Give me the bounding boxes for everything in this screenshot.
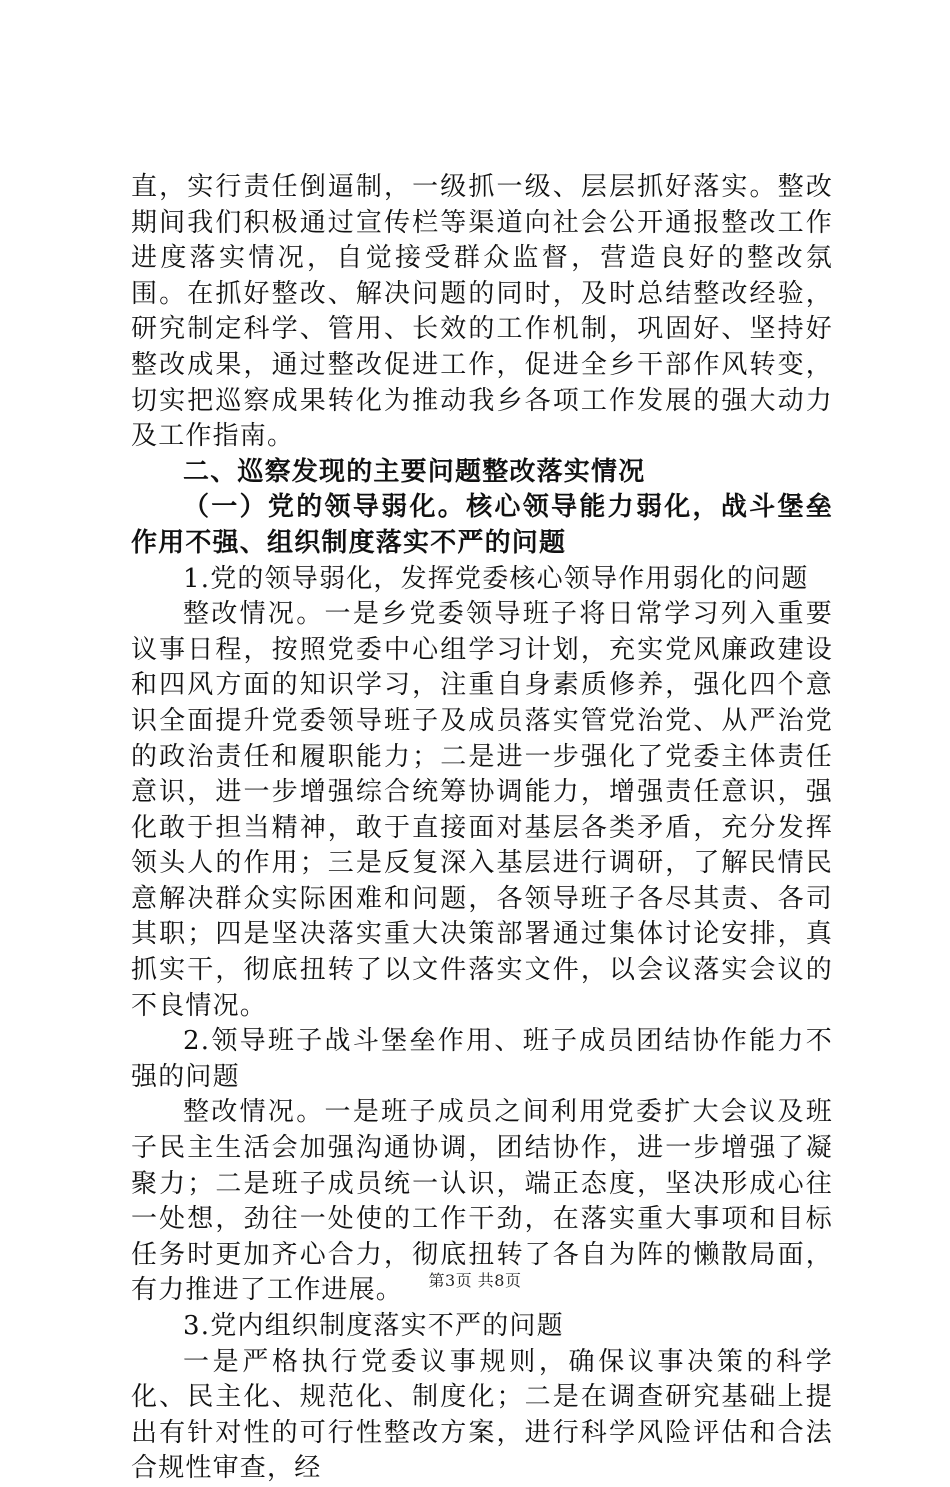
body-paragraph: 一是严格执行党委议事规则，确保议事决策的科学化、民主化、规范化、制度化；二是在调查研究基础上提出有针对性的可行性整改方案，进行科学风险评估和合法合规性审查，经 [131, 1346, 833, 1484]
item-heading: 3.党内组织制度落实不严的问题 [183, 1311, 564, 1341]
item-heading: 1.党的领导弱化，发挥党委核心领导作用弱化的问题 [183, 563, 809, 594]
subsection-heading: （一）党的领导弱化。核心领导能力弱化，战斗堡垒作用不强、组织制度落实不严的问题 [131, 492, 833, 558]
body-paragraph: 直，实行责任倒逼制，一级抓一级、层层抓好落实。整改期间我们积极通过宣传栏等渠道向社会公开通报整改工作进度落实情况，自觉接受群众监督，营造良好的整改氛围。在抓好整改、解决问题的同时，及时总结整改经验，研究制定科学、管用、长效的工作机制，巩固好、坚持好整改成果，通过整改促进工作，促进全乡干部作风转变，切实把巡察成果转化为推动我乡各项工作发展的强大动力及工作指南。 [131, 172, 833, 452]
body-paragraph: 整改情况。一是班子成员之间利用党委扩大会议及班子民主生活会加强沟通协调，团结协作，进一步增强了凝聚力；二是班子成员统一认识，端正态度，坚决形成心往一处想，劲往一处使的工作干劲，在落实重大事项和目标任务时更加齐心合力，彻底扭转了各自为阵的懒散局面，有力推进了工作进展。 [131, 1097, 833, 1306]
page-number-footer: 第3页 共8页 [428, 1271, 522, 1290]
section-heading: 二、巡察发现的主要问题整改落实情况 [183, 456, 646, 487]
item-heading: 2.领导班子战斗堡垒作用、班子成员团结协作能力不强的问题 [131, 1026, 833, 1092]
body-paragraph: 整改情况。一是乡党委领导班子将日常学习列入重要议事日程，按照党委中心组学习计划，充实党风廉政建设和四风方面的知识学习，注重自身素质修养，强化四个意识全面提升党委领导班子及成员落实管党治党、从严治党的政治责任和履职能力；二是进一步强化了党委主体责任意识，进一步增强综合统筹协调能力，增强责任意识，强化敢于担当精神，敢于直接面对基层各类矛盾，充分发挥领头人的作用；三是反复深入基层进行调研，了解民情民意解决群众实际困难和问题，各领导班子各尽其责、各司其职；四是坚决落实重大决策部署通过集体讨论安排，真抓实干，彻底扭转了以文件落实文件，以会议落实会议的不良情况。 [131, 599, 833, 1021]
